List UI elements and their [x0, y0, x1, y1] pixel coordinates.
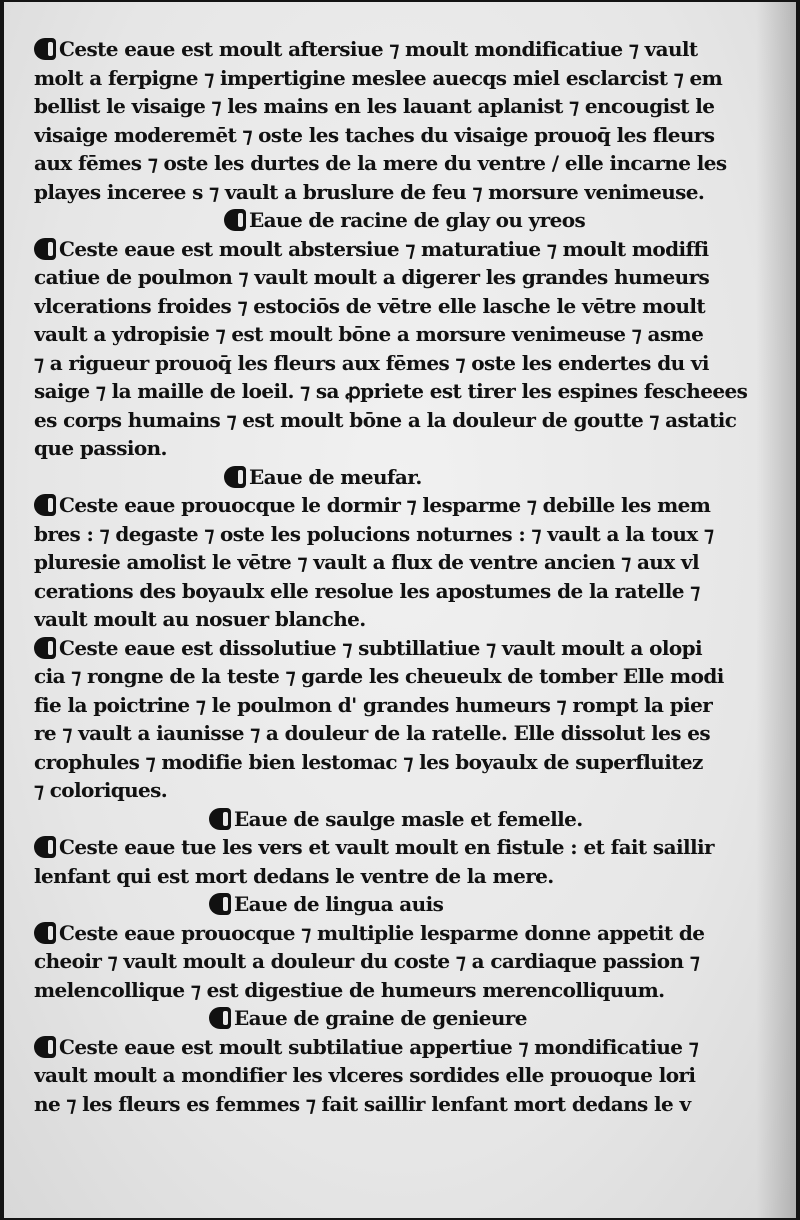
text-line: [34, 292, 776, 321]
line-text: pluresie amolist le vētre ⁊ vault a flux de ventre ancien ⁊ aux vl: [34, 550, 699, 574]
line-text: Ceste eaue prouocque le dormir ⁊ lesparme ⁊ debille les mem: [59, 493, 711, 517]
line-text: vlcerations froides ⁊ estociōs de vētre elle lasche le vētre moult: [34, 293, 706, 318]
text-line: [34, 406, 776, 435]
line-text: Eaue de racine de glay ou yreos: [249, 208, 586, 232]
book-page: [4, 2, 796, 1218]
line-text: ne ⁊ les fleurs es femmes ⁊ fait saillir lenfant mort dedans le v: [34, 1091, 691, 1116]
line-text: Ceste eaue prouocque ⁊ multiplie lesparme donne appetit de: [59, 920, 705, 945]
text-line: [34, 976, 776, 1005]
line-text: cia ⁊ rongne de la teste ⁊ garde les cheueulx de tomber Elle modi: [34, 664, 724, 688]
line-text: es corps humains ⁊ est moult bōne a la douleur de goutte ⁊ astatic: [34, 407, 737, 432]
paragraph-mark-icon: [224, 466, 246, 488]
text-line: [34, 577, 776, 606]
text-line: [34, 548, 776, 577]
text-line: [34, 1061, 776, 1090]
paragraph-mark-icon: [209, 893, 231, 915]
line-text: bres : ⁊ degaste ⁊ oste les polucions noturnes : ⁊ vault a la toux ⁊: [34, 521, 714, 546]
line-text: Ceste eaue est moult subtilatiue appertiue ⁊ mondificatiue ⁊: [59, 1034, 699, 1059]
text-line: [34, 919, 776, 948]
text-line: [34, 235, 776, 264]
line-text: Eaue de meufar.: [249, 464, 422, 489]
text-line: [34, 520, 776, 549]
text-line: [34, 149, 776, 178]
text-line: [34, 64, 776, 93]
paragraph-mark-icon: [209, 1007, 231, 1029]
paragraph-mark-icon: [34, 922, 56, 944]
page-text: [34, 35, 776, 1118]
text-line: [34, 178, 776, 207]
text-line: [34, 1033, 776, 1062]
section-heading: [34, 890, 776, 919]
line-text: Eaue de graine de genieure: [234, 1006, 527, 1030]
line-text: Eaue de saulge masle et femelle.: [234, 806, 583, 831]
line-text: re ⁊ vault a iaunisse ⁊ a douleur de la ratelle. Elle dissolut les es: [34, 721, 711, 745]
text-line: [34, 121, 776, 150]
text-line: [34, 263, 776, 292]
text-line: [34, 833, 776, 862]
line-text: que passion.: [34, 436, 167, 460]
line-text: crophules ⁊ modifie bien lestomac ⁊ les boyaulx de superfluitez: [34, 749, 703, 774]
line-text: visaige moderemēt ⁊ oste les taches du visaige prouoq̄ les fleurs: [34, 122, 715, 147]
line-text: saige ⁊ la maille de loeil. ⁊ sa ꝓpriete est tirer les espines fescheees: [34, 379, 748, 403]
text-line: [34, 491, 776, 520]
text-line: [34, 947, 776, 976]
text-line: [34, 662, 776, 691]
paragraph-mark-icon: [34, 836, 56, 858]
text-line: [34, 776, 776, 805]
line-text: bellist le visaige ⁊ les mains en les lauant aplanist ⁊ encougist le: [34, 94, 715, 118]
section-heading: [34, 805, 776, 834]
line-text: cheoir ⁊ vault moult a douleur du coste ⁊ a cardiaque passion ⁊: [34, 949, 700, 973]
text-line: [34, 349, 776, 378]
text-line: [34, 862, 776, 891]
section-heading: [34, 206, 776, 235]
paragraph-mark-icon: [34, 1036, 56, 1058]
paragraph-mark-icon: [209, 808, 231, 830]
text-line: [34, 1090, 776, 1119]
paragraph-mark-icon: [34, 238, 56, 260]
line-text: Ceste eaue est dissolutiue ⁊ subtillatiue ⁊ vault moult a olopi: [59, 635, 702, 660]
line-text: lenfant qui est mort dedans le ventre de la mere.: [34, 863, 554, 888]
paragraph-mark-icon: [34, 637, 56, 659]
line-text: vault moult a mondifier les vlceres sordides elle prouoque lori: [34, 1063, 696, 1087]
line-text: melencollique ⁊ est digestiue de humeurs merencolliquum.: [34, 977, 665, 1002]
line-text: Ceste eaue est moult aftersiue ⁊ moult mondificatiue ⁊ vault: [59, 37, 698, 61]
text-line: [34, 719, 776, 748]
line-text: aux fēmes ⁊ oste les durtes de la mere du ventre / elle incarne les: [34, 151, 727, 175]
text-line: [34, 605, 776, 634]
text-line: [34, 92, 776, 121]
paragraph-mark-icon: [34, 494, 56, 516]
text-line: [34, 377, 776, 406]
line-text: cerations des boyaulx elle resolue les apostumes de la ratelle ⁊: [34, 578, 700, 603]
text-line: [34, 691, 776, 720]
text-line: [34, 634, 776, 663]
line-text: ⁊ coloriques.: [34, 778, 168, 802]
line-text: Eaue de lingua auis: [234, 892, 444, 916]
section-heading: [34, 463, 776, 492]
line-text: fie la poictrine ⁊ le poulmon d' grandes humeurs ⁊ rompt la pier: [34, 692, 713, 717]
section-heading: [34, 1004, 776, 1033]
line-text: vault a ydropisie ⁊ est moult bōne a morsure venimeuse ⁊ asme: [34, 322, 704, 346]
line-text: playes inceree s ⁊ vault a bruslure de feu ⁊ morsure venimeuse.: [34, 179, 705, 204]
paragraph-mark-icon: [224, 209, 246, 231]
line-text: ⁊ a rigueur prouoq̄ les fleurs aux fēmes ⁊ oste les endertes du vi: [34, 350, 709, 375]
line-text: catiue de poulmon ⁊ vault moult a digerer les grandes humeurs: [34, 265, 710, 289]
text-line: [34, 35, 776, 64]
text-line: [34, 748, 776, 777]
line-text: Ceste eaue est moult abstersiue ⁊ maturatiue ⁊ moult modiffi: [59, 236, 709, 261]
paragraph-mark-icon: [34, 38, 56, 60]
text-line: [34, 434, 776, 463]
text-line: [34, 320, 776, 349]
line-text: molt a ferpigne ⁊ impertigine meslee auecqs miel esclarcist ⁊ em: [34, 65, 723, 90]
line-text: vault moult au nosuer blanche.: [34, 607, 366, 631]
line-text: Ceste eaue tue les vers et vault moult en fistule : et fait saillir: [59, 835, 714, 859]
